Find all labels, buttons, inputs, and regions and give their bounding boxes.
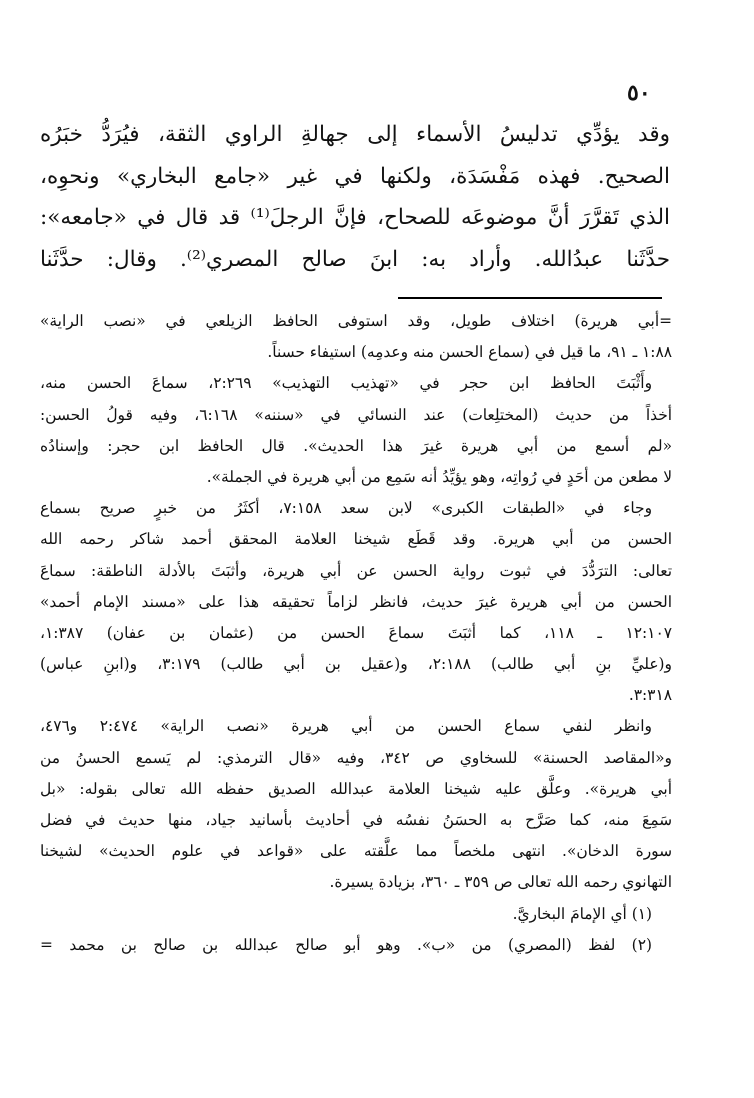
footnote-line: الحسن من أبي هريرة غيرَ حديث، فانظر لزاماً تحقيقه هذا على «مسند الإمام أحمد» (40, 592, 672, 611)
footnote-line: سَمِعَ منه، كما صَرَّح به الحسَنُ نفسُه في أحاديث بأسانيد جياد، منها حديث في فضل (40, 811, 672, 829)
footnote-line: تعالى: الترَدُّدَ في ثبوت رواية الحسن عن أبي هريرة، وأثبَتَ بالأدلة الناطقة: سماعَ (40, 561, 672, 580)
footnote-line: التهانوي رحمه الله تعالى ص ٣٥٩ ـ ٣٦٠، بزيادة يسيرة. (329, 873, 672, 892)
footnote-line: و«المقاصد الحسنة» للسخاوي ص ٣٤٢، وفيه «قال الترمذي: لم يَسمع الحسنُ من (40, 748, 672, 767)
main-text-line: حدَّثَنا عبدُالله. وأراد به: ابنَ صالح المصري⁽²⁾. وقال: حدَّثَنا (40, 246, 670, 272)
main-text (40, 114, 670, 280)
footnotes (40, 306, 672, 961)
footnote-line: «لم أسمع من أبي هريرة غيرَ هذا الحديث». قال الحافظ ابن حجر: وإسنادُه (40, 436, 672, 455)
footnote-line: أبي هريرة». وعلَّق عليه شيخنا العلامة عبدالله الصديق حفظه الله تعالى بقوله: «بل (40, 779, 672, 798)
main-text-line: الصحيح. فهذه مَفْسَدَة، ولكنها في غير «جامع البخاري» ونحوِه، (40, 163, 670, 189)
footnote-separator (398, 297, 662, 299)
footnote-line: و(عليِّ بنِ أبي طالب) ٢:١٨٨، و(عقيل بن أبي طالب) ٣:١٧٩، و(ابنِ عباس) (40, 655, 672, 674)
footnote-line: سورة الدخان». انتهى ملخصاً مما علَّقته على «قواعد في علوم الحديث» لشيخنا (40, 842, 672, 861)
footnote-line: الحسن من أبي هريرة. وقد قَطَع شيخنا العلامة المحقق أحمد شاكر رحمه الله (40, 530, 672, 549)
footnote-line: لا مطعن من أحَدٍ في رُواتِه، وهو يؤيِّدُ أنه سَمِع من أبي هريرة في الجملة». (206, 467, 672, 486)
footnote-line: وانظر لنفي سماع الحسن من أبي هريرة «نصب الراية» ٢:٤٧٤ و٤٧٦، (40, 717, 652, 736)
footnote-line: ١:٨٨ ـ ٩١، ما قيل في (سماع الحسن منه وعدمِه) استيفاء حسناً. (267, 343, 672, 362)
footnote-line: وجاء في «الطبقات الكبرى» لابن سعد ٧:١٥٨، أكثَرُ من خبرٍ صريح بسماع (40, 499, 653, 518)
footnote-line: ١٢:١٠٧ ـ ١١٨، كما أثبَتَ سماعَ الحسن من (عثمان بن عفان) ١:٣٨٧، (40, 623, 672, 642)
main-text-line: وقد يؤدِّي تدليسُ الأسماء إلى جهالةِ الراوي الثقة، فيُرَدُّ خبَرُه (40, 122, 670, 147)
main-text-line: الذي تَقرَّرَ أنَّ موضوعَه للصحاح، فإنَّ الرجلَ⁽¹⁾ قد قال في «جامعه»: (40, 205, 670, 230)
footnote-line: وأَثْبَتَ الحافظ ابن حجر في «تهذيب التهذيب» ٢:٢٦٩، سماعَ الحسن منه، (40, 374, 652, 393)
footnote-line: ٣:٣١٨. (628, 686, 672, 705)
footnote-line: =أبي هريرة) اختلاف طويل، وقد استوفى الحافظ الزيلعي في «نصب الراية» (40, 312, 672, 330)
footnote-1: (١) أي الإمامَ البخاريَّ. (512, 904, 652, 923)
footnote-line: أخذاً من حديث (المختلِعات) عند النسائي في «سننه» ٦:١٦٨، وفيه قولُ الحسن: (40, 405, 672, 424)
footnote-2: (٢) لفظ (المصري) من «ب». وهو أبو صالح عبدالله بن صالح بن محمد = (40, 935, 652, 954)
page-number: ٥٠ (627, 80, 651, 106)
